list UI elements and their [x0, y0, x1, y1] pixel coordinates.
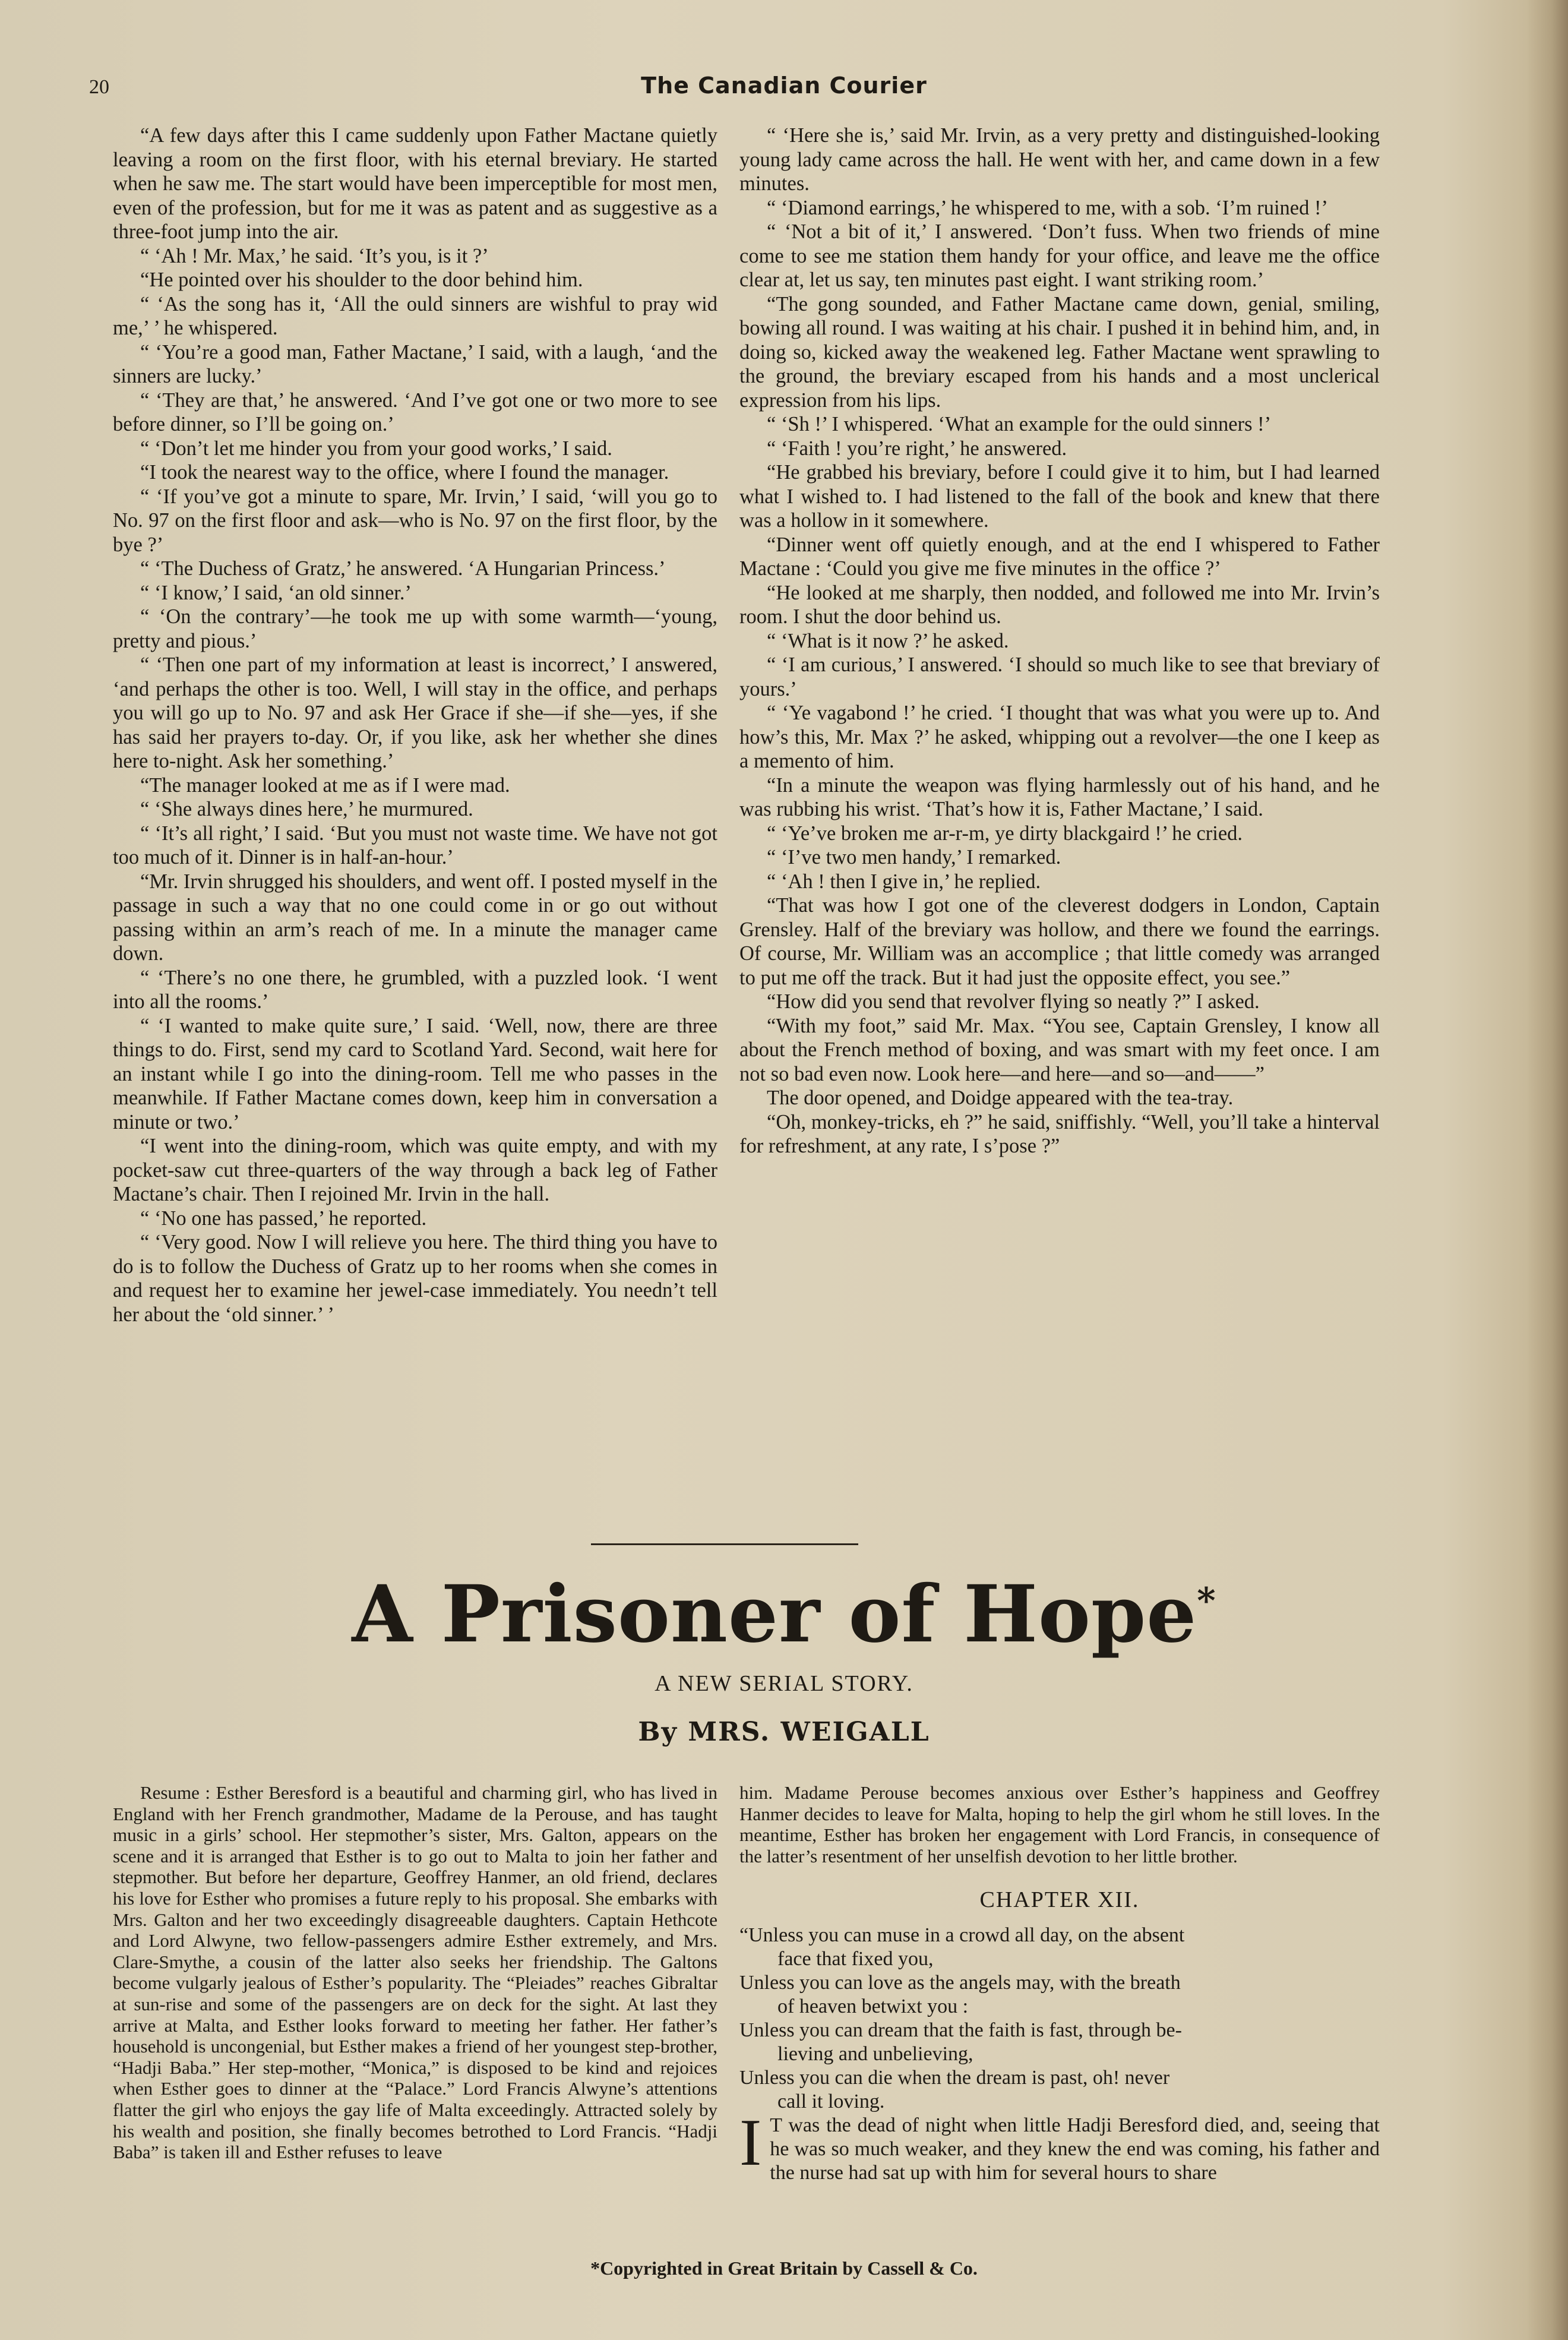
page-edge-shadow [1526, 0, 1568, 2340]
paragraph: “ ‘Then one part of my information at least is incorrect,’ I answered, ‘and perhaps the other is too. Well, I will stay in the office, and perhaps you will go up to No. 97 and ask Her Grace if she—if she—yes, if she has said her prayers to-day. Or, if you like, ask her whether she dines here to-night. Ask her something.’ [113, 653, 717, 772]
story-title [0, 1568, 1568, 1660]
story-opening-paragraph [739, 2106, 1380, 2185]
page-number: 20 [89, 76, 109, 98]
paragraph: “I went into the dining-room, which was quite empty, and with my pocket-saw cut three-quarters of the way through a back leg of Father Mactane’s chair. Then I rejoined Mr. Irvin in the hall. [113, 1135, 717, 1205]
verse-line: Unless you can dream that the faith is fast, through be- [739, 2019, 1182, 2042]
title-footnote-mark: * [1197, 1580, 1216, 1622]
resume-column [113, 1782, 717, 2163]
story-title-text: A Prisoner of Hope [352, 1568, 1197, 1660]
verse-line-continued: of heaven betwixt you : [777, 1995, 969, 2018]
paragraph: “How did you send that revolver flying so neatly ?” I asked. [767, 990, 1260, 1013]
paragraph: “ ‘You’re a good man, Father Mactane,’ I said, with a laugh, ‘and the sinners are lucky.’ [113, 340, 717, 387]
paragraph: “Dinner went off quietly enough, and at the end I whispered to Father Mactane : ‘Could you give me five minutes in the office ?’ [739, 533, 1380, 580]
paragraph: “A few days after this I came suddenly upon Father Mactane quietly leaving a room on the first floor, with his eternal breviary. He started when he saw me. The start would have been imperceptible for most men, even of the profession, but for me it was as patent and as suggestive as a three-foot jump into the air. [113, 124, 717, 243]
paragraph: “The manager looked at me as if I were mad. [140, 773, 510, 797]
chapter-heading: CHAPTER XII. [979, 1887, 1140, 1913]
verse-line-continued: lieving and unbelieving, [777, 2043, 973, 2066]
verse-line: Unless you can die when the dream is past, oh! never [739, 2067, 1170, 2089]
paragraph: “ ‘I wanted to make quite sure,’ I said. ‘Well, now, there are three things to do. First, send my card to Scotland Yard. Second, wait here for an instant while I go into the dining-room. Tell me who passes in the meanwhile. If Father Mactane comes down, keep him in conversation a minute or two.’ [113, 1014, 717, 1133]
story-byline: By MRS. WEIGALL [638, 1717, 930, 1747]
paragraph: “ ‘Ye vagabond !’ he cried. ‘I thought that was what you were up to. And how’s this, Mr. Max ?’ he asked, whipping out a revolver—the one I keep as a memento of him. [739, 702, 1380, 772]
running-title: The Canadian Courier [641, 72, 927, 99]
story-subtitle: A NEW SERIAL STORY. [655, 1671, 913, 1696]
resume-continuation: him. Madame Perouse becomes anxious over Esther’s happiness and Geoffrey Hanmer decides to leave for Malta, hoping to help the girl whom he still loves. In the meantime, Esther has broken her engagement with Lord Francis, in consequence of the latter’s resentment of her unselfish devotion to her little brother. [739, 1782, 1380, 1867]
story-opening-text: T was the dead of night when little Hadji Beresford died, and, seeing that he was so much weaker, and they knew the end was coming, his father and the nurse had sat up with him for several hours to share [770, 2114, 1380, 2184]
verse-line-continued: call it loving. [777, 2090, 885, 2113]
paragraph: “He looked at me sharply, then nodded, and followed me into Mr. Irvin’s room. I shut the door behind us. [739, 581, 1380, 628]
paragraph: “ ‘Faith ! you’re right,’ he answered. [767, 437, 1067, 460]
paragraph: “ ‘What is it now ?’ he asked. [767, 629, 1009, 652]
paragraph: “ ‘Very good. Now I will relieve you here. The third thing you have to do is to follow the Duchess of Gratz up to her rooms when she comes in and request her to examine her jewel-case immediately. You needn’t tell her about the ‘old sinner.’ ’ [113, 1231, 717, 1326]
paragraph: “Mr. Irvin shrugged his shoulders, and went off. I posted myself in the passage in such a way that no one could come in or go out without passing within an arm’s reach of me. In a minute the manager came down. [113, 870, 717, 965]
paragraph: “ ‘I know,’ I said, ‘an old sinner.’ [140, 581, 412, 604]
paragraph: “ ‘If you’ve got a minute to spare, Mr. Irvin,’ I said, ‘will you go to No. 97 on the first floor and ask—who is No. 97 on the first floor, by the bye ?’ [113, 485, 717, 556]
paragraph: “ ‘There’s no one there, he grumbled, with a puzzled look. ‘I went into all the rooms.’ [113, 966, 717, 1013]
paragraph: “ ‘I am curious,’ I answered. ‘I should so much like to see that breviary of yours.’ [739, 653, 1380, 700]
paragraph: “Oh, monkey-tricks, eh ?” he said, sniffishly. “Well, you’ll take a hinterval for refreshment, at any rate, I s’pose ?” [739, 1110, 1380, 1157]
epigraph-verse [739, 1924, 1380, 2114]
paragraph: “I took the nearest way to the office, where I found the manager. [140, 461, 669, 484]
paragraph: “ ‘It’s all right,’ I said. ‘But you must not waste time. We have not got too much of it. Dinner is in half-an-hour.’ [113, 822, 717, 869]
paragraph: “ ‘Don’t let me hinder you from your good works,’ I said. [140, 437, 612, 460]
section-divider [591, 1543, 858, 1545]
paragraph: “In a minute the weapon was flying harmlessly out of his hand, and he was rubbing his wrist. ‘That’s how it is, Father Mactane,’ I said. [739, 773, 1380, 820]
paragraph: “With my foot,” said Mr. Max. “You see, Captain Grensley, I know all about the French method of boxing, and was smart with my feet once. I am not so bad even now. Look here—and here—and so—and——” [739, 1014, 1380, 1085]
paragraph: “ ‘Here she is,’ said Mr. Irvin, as a very pretty and distinguished-looking young lady came across the hall. He went with her, and came down in a few minutes. [739, 124, 1380, 195]
paragraph: “ ‘Ye’ve broken me ar-r-m, ye dirty blackgaird !’ he cried. [767, 822, 1243, 845]
paragraph: “ ‘I’ve two men handy,’ I remarked. [767, 846, 1061, 869]
paragraph: “He pointed over his shoulder to the door behind him. [140, 269, 583, 291]
paragraph: “ ‘Ah ! then I give in,’ he replied. [767, 870, 1041, 893]
right-column [739, 124, 1380, 1158]
paragraph: “That was how I got one of the cleverest dodgers in London, Captain Grensley. Half of the breviary was hollow, and there we found the earrings. Of course, Mr. William was an accomplice ; that little comedy was arranged to put me off the track. But it had just the opposite effect, you see.” [739, 894, 1380, 989]
paragraph: “ ‘They are that,’ he answered. ‘And I’ve got one or two more to see before dinner, so I’ll be going on.’ [113, 389, 717, 435]
verse-line-continued: face that fixed you, [777, 1948, 934, 1970]
paragraph: “ ‘Ah ! Mr. Max,’ he said. ‘It’s you, is it ?’ [140, 244, 489, 267]
paragraph: “ ‘The Duchess of Gratz,’ he answered. ‘A Hungarian Princess.’ [140, 557, 666, 580]
paragraph: “ ‘She always dines here,’ he murmured. [140, 798, 473, 820]
paragraph: “ ‘As the song has it, ‘All the ould sinners are wishful to pray wid me,’ ’ he whispered. [113, 292, 717, 339]
paragraph: “ ‘Diamond earrings,’ he whispered to me, with a sob. ‘I’m ruined !’ [767, 196, 1328, 219]
resume-paragraph: Resume : Esther Beresford is a beautiful and charming girl, who has lived in England with her French grandmother, Madame de la Perouse, and has taught music in a girls’ school. Her stepmother’s sister, Mrs. Galton, appears on the scene and it is arranged that Esther is to go out to Malta to join her father and stepmother. But before her departure, Geoffrey Hanmer, an old friend, declares his love for Esther who promises a future reply to his proposal. She embarks with Mrs. Galton and her two exceedingly disagreeable daughters. Captain Hethcote and Lord Alwyne, two fellow-passengers admire Esther extremely, and Mrs. Clare-Smythe, a cousin of the latter also seeks her friendship. The Galtons become vulgarly jealous of Esther’s popularity. The “Pleiades” reaches Gibraltar at sun-rise and some of the passengers are on deck for the sight. At last they arrive at Malta, and Esther looks forward to meeting her father. Her father’s household is uncongenial, but Esther makes a friend of her youngest step-brother, “Hadji Baba.” Her step-mother, “Monica,” is disposed to be kind and rejoices when Esther goes to dinner at the “Palace.” Lord Francis Alwyne’s attentions flatter the girl who enjoys the gay life of Malta exceedingly. Attracted solely by his wealth and position, she finally becomes betrothed to Lord Francis. “Hadji Baba” is taken ill and Esther refuses to leave [113, 1782, 717, 2163]
paragraph: “The gong sounded, and Father Mactane came down, genial, smiling, bowing all round. I was waiting at his chair. I pushed it in behind him, and, in doing so, kicked away the weakened leg. Father Mactane went sprawling to the ground, the breviary escaped from his hands and a most unclerical expression from his lips. [739, 292, 1380, 412]
paragraph: “ ‘No one has passed,’ he reported. [140, 1207, 427, 1230]
paragraph: “ ‘On the contrary’—he took me up with some warmth—‘young, pretty and pious.’ [113, 605, 717, 652]
verse-line: Unless you can love as the angels may, with the breath [739, 1972, 1181, 1994]
story-column [739, 1782, 1380, 2185]
verse-line: “Unless you can muse in a crowd all day, on the absent [739, 1924, 1185, 1947]
copyright-footnote: *Copyrighted in Great Britain by Cassell & Co. [590, 2257, 978, 2279]
paragraph: “ ‘Not a bit of it,’ I answered. ‘Don’t fuss. When two friends of mine come to see me station them handy for your office, and leave me the office clear at, let us say, ten minutes past eight. I want striking room.’ [739, 220, 1380, 291]
paragraph: The door opened, and Doidge appeared with the tea-tray. [767, 1087, 1234, 1109]
paragraph: “ ‘Sh !’ I whispered. ‘What an example for the ould sinners !’ [767, 413, 1272, 435]
left-column [113, 124, 717, 1327]
drop-cap: I [739, 2106, 762, 2180]
paragraph: “He grabbed his breviary, before I could give it to him, but I had learned what I wished to. I had listened to the fall of the book and knew that there was a hollow in it somewhere. [739, 461, 1380, 532]
page-header [0, 70, 1568, 106]
